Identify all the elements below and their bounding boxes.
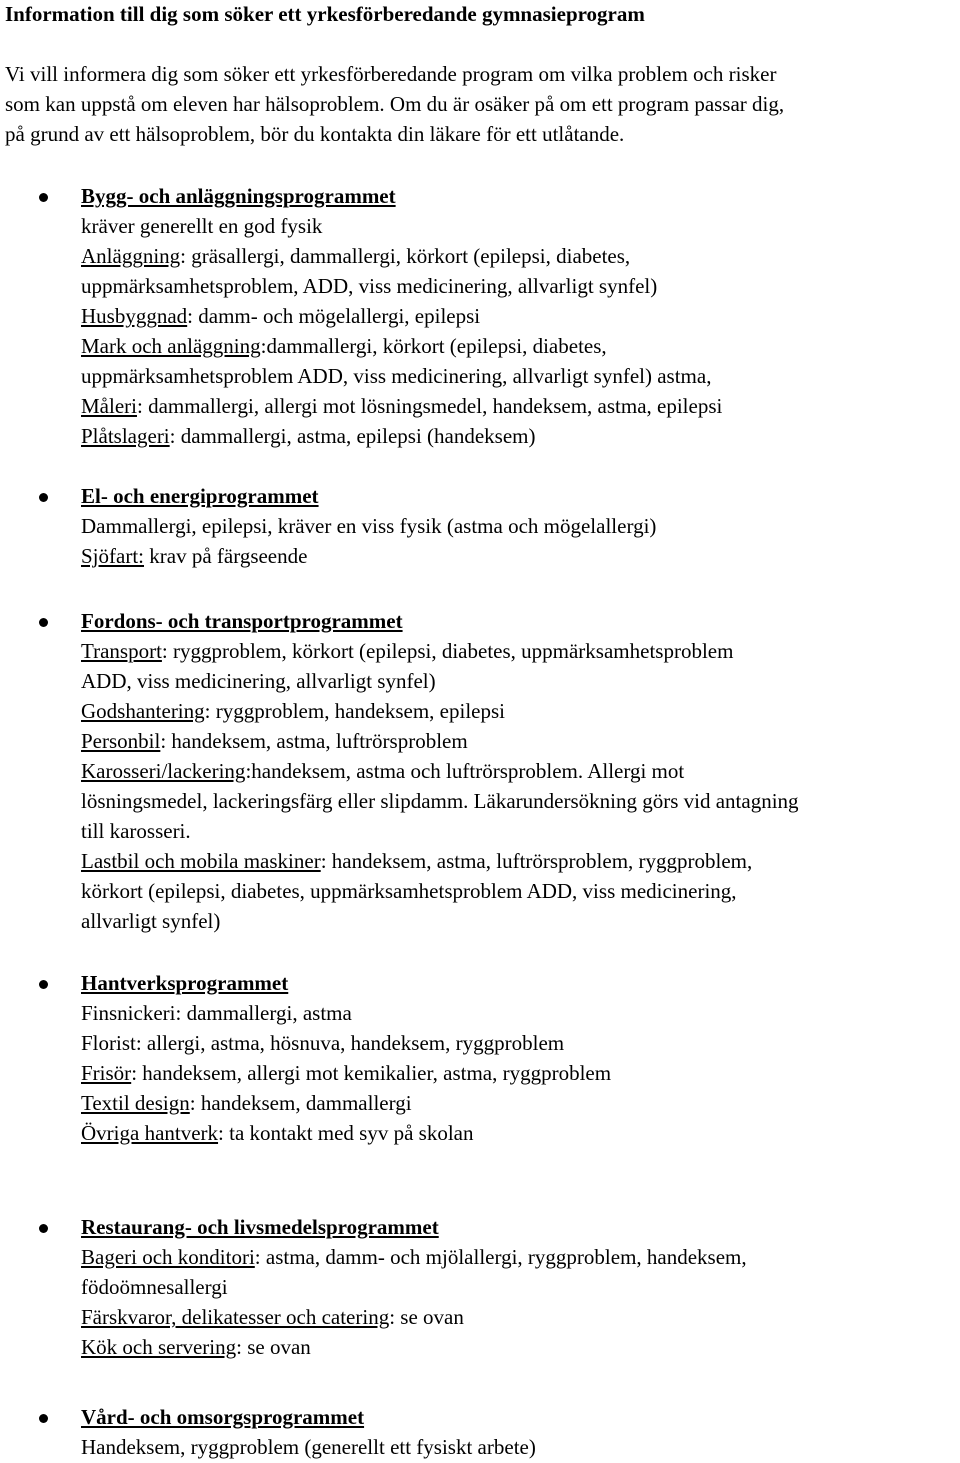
subject-label: Personbil: [81, 729, 161, 753]
detail-text: : se ovan: [236, 1335, 311, 1359]
detail-text: Finsnickeri: dammallergi, astma: [81, 1001, 352, 1025]
detail-text: Handeksem, ryggproblem (generellt ett fysiskt arbete): [81, 1435, 536, 1459]
subject-label: Lastbil och mobila maskiner: [81, 849, 321, 873]
detail-line: [81, 1332, 960, 1362]
detail-text: allvarligt synfel): [81, 909, 221, 933]
subject-label: Mark och anläggning: [81, 334, 261, 358]
detail-text: Florist: allergi, astma, hösnuva, handeksem, ryggproblem: [81, 1031, 565, 1055]
detail-line: [81, 906, 960, 936]
detail-line: [81, 391, 960, 421]
detail-text: :dammallergi, körkort (epilepsi, diabetes,: [260, 334, 607, 358]
program-details: [81, 211, 960, 451]
detail-line: [81, 1242, 960, 1272]
detail-line: [81, 331, 960, 361]
detail-line: [81, 1028, 960, 1058]
detail-line: [81, 541, 960, 571]
program-heading: El- och energiprogrammet: [81, 484, 319, 508]
detail-line: [81, 756, 960, 786]
program-details: [81, 1242, 960, 1362]
program-details: [81, 511, 960, 571]
subject-label: Plåtslageri: [81, 424, 170, 448]
detail-line: [81, 786, 960, 816]
bullet-icon: [39, 1414, 48, 1423]
detail-text: födoömnesallergi: [81, 1275, 228, 1299]
detail-line: [81, 421, 960, 451]
program-details: [81, 1432, 960, 1462]
detail-line: [81, 301, 960, 331]
subject-label: Övriga hantverk: [81, 1121, 219, 1145]
detail-line: [81, 1118, 960, 1148]
program-heading: Hantverksprogrammet: [81, 971, 289, 995]
subject-label: Anläggning: [81, 244, 181, 268]
program-heading: Restaurang- och livsmedelsprogrammet: [81, 1215, 439, 1239]
detail-line: [81, 726, 960, 756]
bullet-icon: [39, 618, 48, 627]
detail-line: [81, 241, 960, 271]
detail-line: [81, 1302, 960, 1332]
subject-label: Sjöfart:: [81, 544, 144, 568]
detail-line: [81, 211, 960, 241]
detail-line: [81, 816, 960, 846]
detail-text: lösningsmedel, lackeringsfärg eller slipdamm. Läkarundersökning görs vid antagning: [81, 789, 799, 813]
subject-label: Måleri: [81, 394, 137, 418]
detail-text: : handeksem, dammallergi: [189, 1091, 412, 1115]
detail-line: [81, 846, 960, 876]
detail-text: : ryggproblem, körkort (epilepsi, diabetes, uppmärksamhetsproblem: [161, 639, 734, 663]
detail-line: [81, 511, 960, 541]
subject-label: Kök och servering: [81, 1335, 237, 1359]
detail-text: : se ovan: [389, 1305, 464, 1329]
detail-text: krav på färgseende: [144, 544, 308, 568]
detail-text: till karosseri.: [81, 819, 191, 843]
bullet-icon: [39, 1224, 48, 1233]
subject-label: Karosseri/lackering: [81, 759, 246, 783]
program-heading: Bygg- och anläggningsprogrammet: [81, 184, 396, 208]
detail-line: [81, 696, 960, 726]
bullet-icon: [39, 493, 48, 502]
intro-line: på grund av ett hälsoproblem, bör du kontakta din läkare för ett utlåtande.: [5, 122, 625, 146]
detail-line: [81, 876, 960, 906]
detail-text: ADD, viss medicinering, allvarligt synfel): [81, 669, 436, 693]
detail-text: : ryggproblem, handeksem, epilepsi: [204, 699, 506, 723]
program-heading: Fordons- och transportprogrammet: [81, 609, 403, 633]
detail-line: [81, 636, 960, 666]
detail-line: [81, 666, 960, 696]
detail-line: [81, 361, 960, 391]
subject-label: Frisör: [81, 1061, 132, 1085]
detail-text: : astma, damm- och mjölallergi, ryggproblem, handeksem,: [254, 1245, 747, 1269]
program-details: [81, 636, 960, 936]
detail-text: :handeksem, astma och luftrörsproblem. Allergi mot: [245, 759, 685, 783]
intro-paragraph: [5, 59, 960, 149]
subject-label: Färskvaror, delikatesser och catering: [81, 1305, 390, 1329]
program-details: [81, 998, 960, 1148]
intro-line: som kan uppstå om eleven har hälsoproblem. Om du är osäker på om ett program passar dig,: [5, 92, 785, 116]
subject-label: Godshantering: [81, 699, 205, 723]
detail-text: kräver generellt en god fysik: [81, 214, 323, 238]
detail-text: : handeksem, allergi mot kemikalier, astma, ryggproblem: [131, 1061, 612, 1085]
detail-text: : damm- och mögelallergi, epilepsi: [187, 304, 481, 328]
detail-text: : handeksem, astma, luftrörsproblem: [160, 729, 468, 753]
detail-text: uppmärksamhetsproblem ADD, viss medicinering, allvarligt synfel) astma,: [81, 364, 712, 388]
subject-label: Bageri och konditori: [81, 1245, 255, 1269]
detail-text: uppmärksamhetsproblem, ADD, viss medicinering, allvarligt synfel): [81, 274, 658, 298]
detail-text: : ta kontakt med syv på skolan: [218, 1121, 474, 1145]
bullet-icon: [39, 193, 48, 202]
intro-line: Vi vill informera dig som söker ett yrkesförberedande program om vilka problem och risker: [5, 62, 777, 86]
detail-text: : dammallergi, allergi mot lösningsmedel, handeksem, astma, epilepsi: [136, 394, 723, 418]
bullet-icon: [39, 980, 48, 989]
detail-line: [81, 1058, 960, 1088]
program-heading: Vård- och omsorgsprogrammet: [81, 1405, 365, 1429]
detail-text: körkort (epilepsi, diabetes, uppmärksamhetsproblem ADD, viss medicinering,: [81, 879, 737, 903]
subject-label: Textil design: [81, 1091, 190, 1115]
detail-line: [81, 1432, 960, 1462]
detail-text: : dammallergi, astma, epilepsi (handeksem): [169, 424, 536, 448]
subject-label: Transport: [81, 639, 162, 663]
detail-text: : handeksem, astma, luftrörsproblem, ryggproblem,: [320, 849, 753, 873]
detail-line: [81, 1088, 960, 1118]
detail-line: [81, 1272, 960, 1302]
detail-text: Dammallergi, epilepsi, kräver en viss fysik (astma och mögelallergi): [81, 514, 657, 538]
document-title: Information till dig som söker ett yrkesförberedande gymnasieprogram: [5, 2, 645, 26]
subject-label: Husbyggnad: [81, 304, 188, 328]
detail-text: : gräsallergi, dammallergi, körkort (epilepsi, diabetes,: [180, 244, 631, 268]
detail-line: [81, 271, 960, 301]
detail-line: [81, 998, 960, 1028]
